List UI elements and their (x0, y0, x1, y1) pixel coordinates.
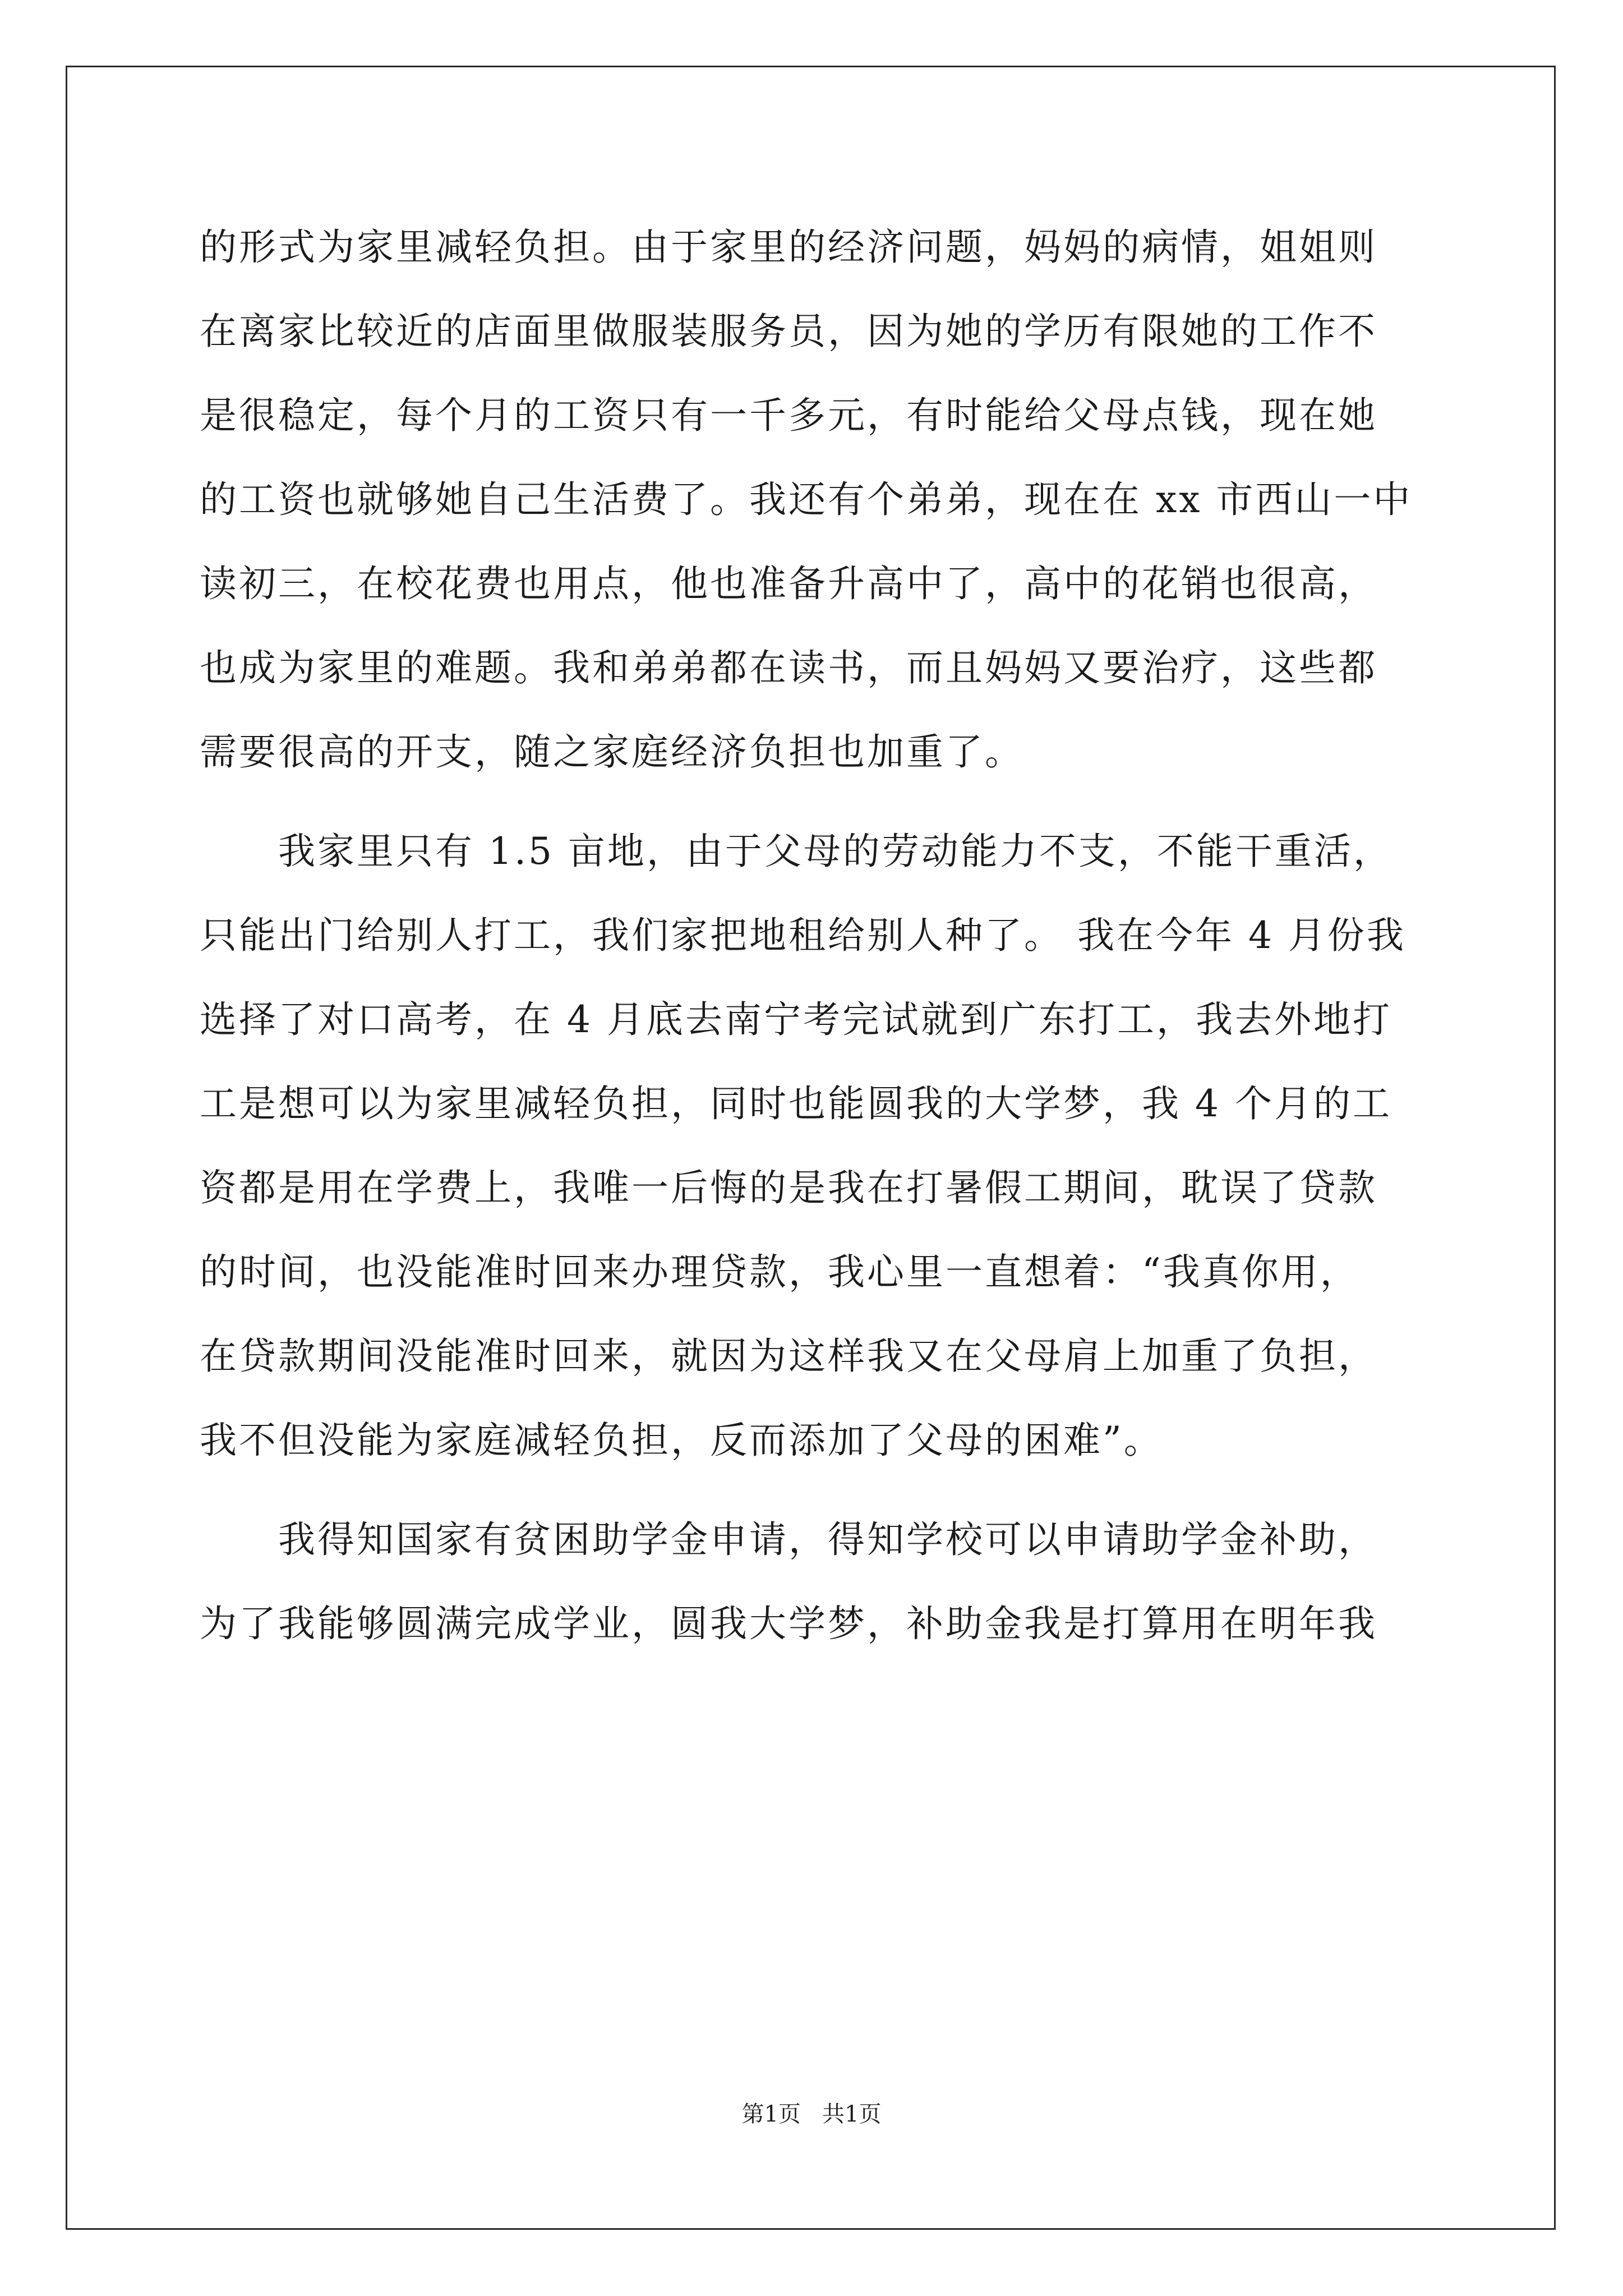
text-line: 资都是用在学费上，我唯一后悔的是我在打暑假工期间，耽误了贷款 (200, 1166, 1377, 1209)
text-line: 只能出门给别人打工，我们家把地租给别人种了。 我在今年 4 月份我 (200, 914, 1406, 957)
text-line: 也成为家里的难题。我和弟弟都在读书，而且妈妈又要治疗，这些都 (200, 646, 1377, 689)
text-line: 需要很高的开支，随之家庭经济负担也加重了。 (200, 730, 1024, 774)
text-line-indented: 我家里只有 1.5 亩地，由于父母的劳动能力不支，不能干重活， (278, 830, 1393, 873)
page-number-footer: 第1页 共1页 (741, 2101, 882, 2127)
text-line: 在离家比较近的店面里做服装服务员，因为她的学历有限她的工作不 (200, 310, 1377, 353)
text-line: 的时间，也没能准时回来办理贷款，我心里一直想着：“我真你用， (200, 1250, 1359, 1294)
text-line: 在贷款期间没能准时回来，就因为这样我又在父母肩上加重了负担， (200, 1335, 1377, 1378)
text-line: 的形式为家里减轻负担。由于家里的经济问题，妈妈的病情，姐姐则 (200, 226, 1377, 269)
text-line-indented: 我得知国家有贫困助学金申请，得知学校可以申请助学金补助， (278, 1518, 1377, 1561)
text-line: 的工资也就够她自己生活费了。我还有个弟弟，现在在 xx 市西山一中 (200, 478, 1413, 521)
text-line: 读初三，在校花费也用点，他也准备升高中了，高中的花销也很高， (200, 562, 1377, 605)
text-line: 工是想可以为家里减轻负担，同时也能圆我的大学梦，我 4 个月的工 (200, 1082, 1392, 1125)
text-line: 为了我能够圆满完成学业，圆我大学梦，补助金我是打算用在明年我 (200, 1602, 1377, 1645)
text-line: 选择了对口高考，在 4 月底去南宁考完试就到广东打工，我去外地打 (200, 998, 1392, 1041)
text-line: 是很稳定，每个月的工资只有一千多元，有时能给父母点钱，现在她 (200, 394, 1377, 437)
text-line: 我不但没能为家庭减轻负担，反而添加了父母的困难”。 (200, 1419, 1163, 1462)
